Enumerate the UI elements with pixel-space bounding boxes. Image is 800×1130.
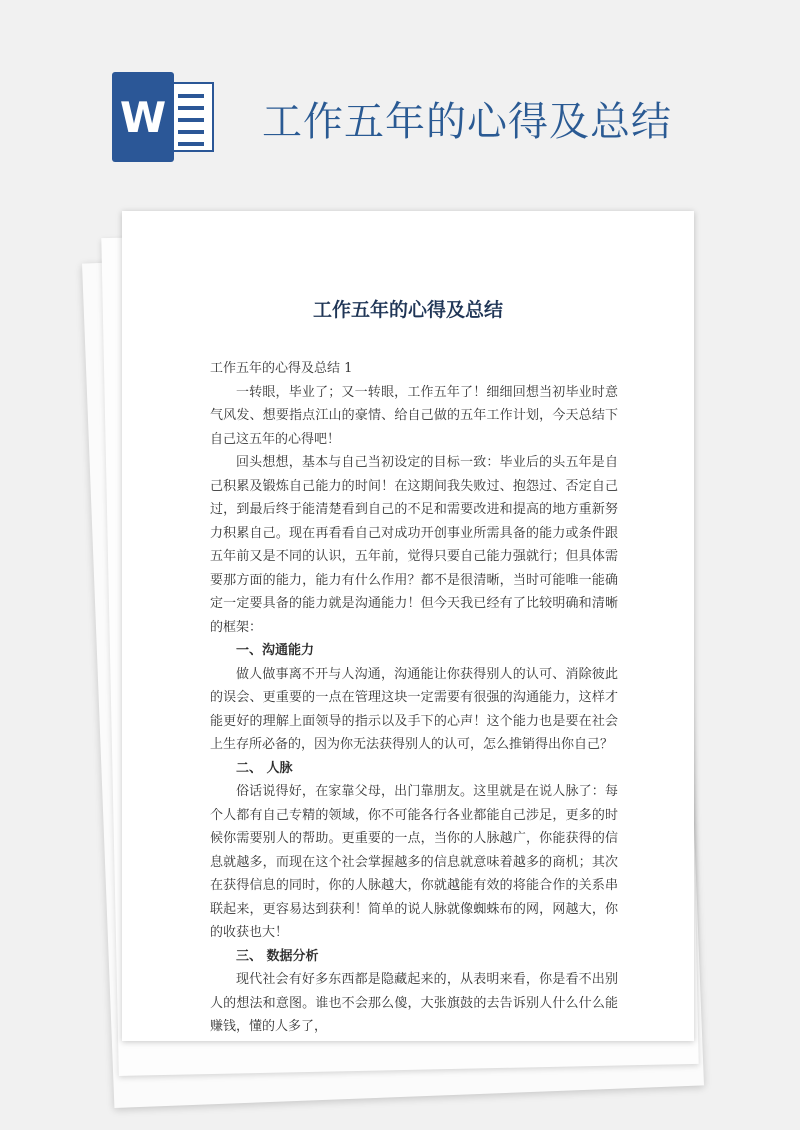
paragraph-reflection: 回头想想，基本与自己当初设定的目标一致：毕业后的头五年是自己积累及锻炼自己能力的时间！在这期间我失败过、抱怨过、否定自己过，到最后终于能清楚看到自己的不足和需要改进和提高的地方重新努力积累自己。现在再看看自己对成功开创事业所需具备的能力或条件跟五年前又是不同的认识，五年前，觉得只要自己能力强就行；但具体需要那方面的能力，能力有什么作用？都不是很清晰，当时可能唯一能确定一定要具备的能力就是沟通能力！但今天我已经有了比较明确和清晰的框架： (210, 455, 618, 635)
word-document-icon (112, 72, 214, 162)
document-subtitle: 工作五年的心得及总结 1 (210, 361, 353, 376)
section-heading-communication: 一、沟通能力 (236, 643, 315, 658)
document-page (122, 211, 694, 1041)
document-title: 工作五年的心得及总结 (312, 299, 503, 321)
section-text-communication: 做人做事离不开与人沟通，沟通能让你获得别人的认可、消除彼此的误会、更重要的一点在管理这块一定需要有很强的沟通能力，这样才能更好的理解上面领导的指示以及手下的心声！这个能力也是要在社会上生存所必备的，因为你无法获得别人的认可，怎么推销得出你自己？ (210, 666, 618, 752)
section-text-data-analysis: 现代社会有好多东西都是隐藏起来的，从表明来看，你是看不出别人的想法和意图。谁也不会那么傻，大张旗鼓的去告诉别人什么什么能赚钱，懂的人多了， (210, 972, 618, 1034)
banner-title: 工作五年的心得及总结 (262, 99, 672, 145)
banner (0, 0, 800, 200)
document-body (210, 357, 618, 1039)
section-text-network: 俗话说得好，在家靠父母，出门靠朋友。这里就是在说人脉了：每个人都有自己专精的领域，你不可能各行各业都能自己涉足，更多的时候你需要别人的帮助。更重要的一点，当你的人脉越广，你能获得的信息就越多，而现在这个社会掌握越多的信息就意味着越多的商机；其次在获得信息的同时，你的人脉越大，你就越能有效的将能合作的关系串联起来，更容易达到获利！简单的说人脉就像蜘蛛布的网，网越大，你的收获也大！ (210, 784, 618, 940)
paragraph-intro: 一转眼，毕业了；又一转眼，工作五年了！细细回想当初毕业时意气风发、想要指点江山的豪情、给自己做的五年工作计划，今天总结下自己这五年的心得吧！ (210, 384, 618, 447)
section-heading-data-analysis: 三、 数据分析 (236, 948, 319, 964)
word-badge: W (112, 72, 174, 162)
section-heading-network: 二、 人脉 (236, 760, 293, 776)
